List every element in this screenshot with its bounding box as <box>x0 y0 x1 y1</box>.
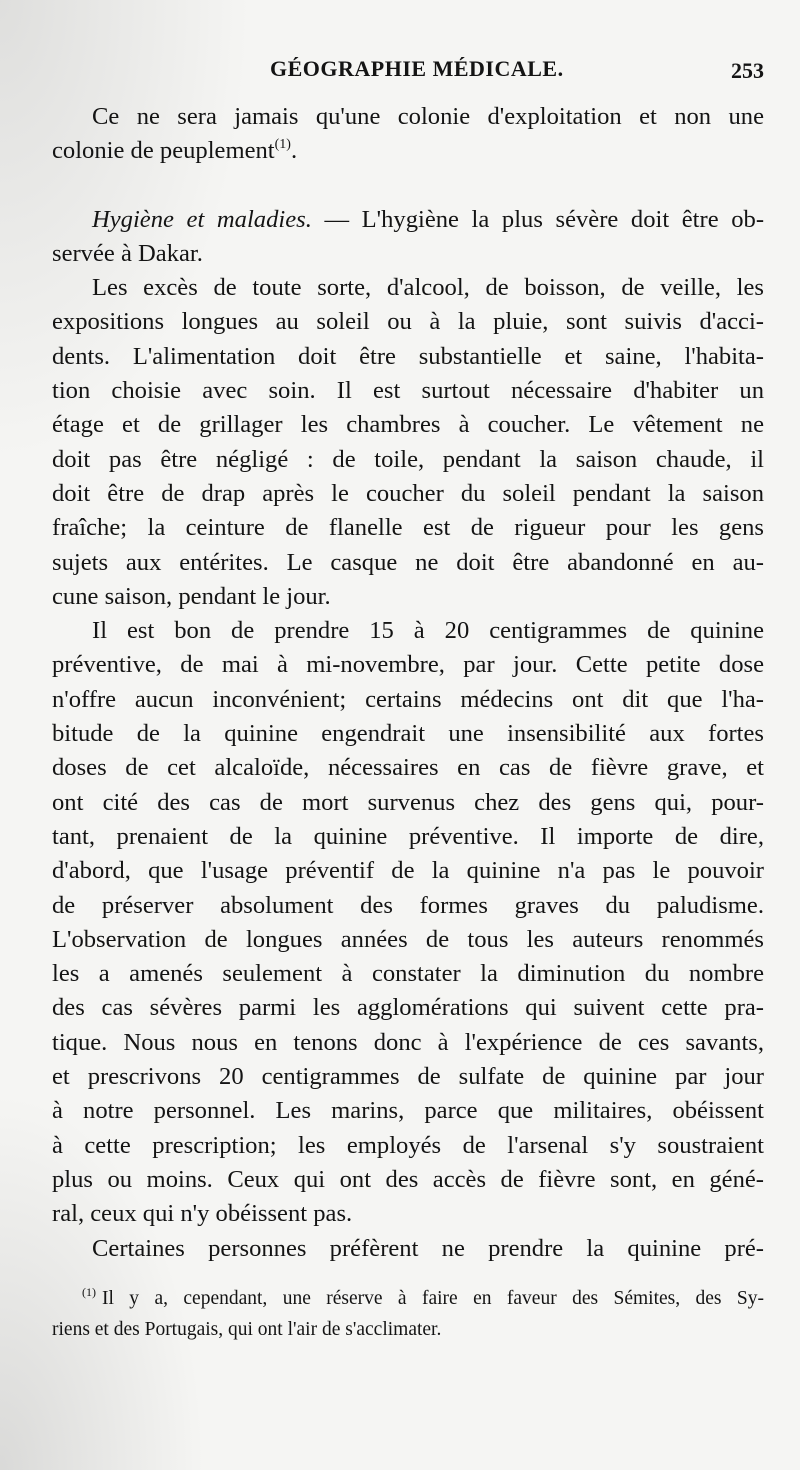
paragraph-preference <box>52 1232 764 1266</box>
text-line: étage et de grillager les chambres à coucher. Le vêtement ne <box>52 411 764 439</box>
footnote-reference[interactable]: (1) <box>274 137 291 153</box>
text-line: tant, prenaient de la quinine préventive. Il importe de dire, <box>52 822 764 850</box>
footnote-line: riens et des Portugais, qui ont l'air de s'acclimater. <box>52 1319 442 1340</box>
text-line: ral, ceux qui n'y obéissent pas. <box>52 1200 353 1228</box>
paragraph-quinine <box>52 614 764 1231</box>
text-line: plus ou moins. Ceux qui ont des accès de fièvre sont, en géné- <box>52 1165 764 1193</box>
text-line: cune saison, pendant le jour. <box>52 582 331 610</box>
footnotes <box>52 1283 764 1345</box>
text-fragment: colonie de peuplement <box>52 137 275 165</box>
text-fragment: . <box>290 137 298 165</box>
text-line: ont cité des cas de mort survenus chez des gens qui, pour- <box>52 788 764 816</box>
text-line: préventive, de mai à mi-novembre, par jour. Cette petite dose <box>52 651 764 679</box>
page-header <box>52 56 764 96</box>
footnote-mark: (1) <box>82 1285 96 1299</box>
text-line: Il est bon de prendre 15 à 20 centigrammes de quinine <box>92 617 764 645</box>
text-line: à cette prescription; les employés de l'arsenal s'y soustraient <box>52 1131 764 1159</box>
text-line: Certaines personnes préfèrent ne prendre la quinine pré- <box>92 1234 764 1262</box>
text-line: de préserver absolument des formes graves du paludisme. <box>52 891 764 919</box>
text-line: expositions longues au soleil ou à la pluie, sont suivis d'acci- <box>52 308 764 336</box>
text-line: fraîche; la ceinture de flanelle est de rigueur pour les gens <box>52 514 764 542</box>
paragraph-excesses <box>52 271 764 614</box>
text-line: dents. L'alimentation doit être substantielle et saine, l'habita- <box>52 342 764 370</box>
section-heading: Hygiène et maladies. <box>92 205 312 233</box>
text-line: doit pas être négligé : de toile, pendant la saison chaude, il <box>52 445 764 473</box>
paragraph-hygiene <box>52 203 764 272</box>
paragraph-colony <box>52 100 764 169</box>
text-line: tique. Nous nous en tenons donc à l'expérience de ces savants, <box>52 1028 764 1056</box>
text-line: doit être de drap après le coucher du soleil pendant la saison <box>52 479 764 507</box>
text-line: Les excès de toute sorte, d'alcool, de boisson, de veille, les <box>92 274 764 302</box>
text-line: sujets aux entérites. Le casque ne doit être abandonné en au- <box>52 548 764 576</box>
page-number: 253 <box>731 58 764 83</box>
body-text <box>52 100 764 1266</box>
text-line: L'observation de longues années de tous les auteurs renommés <box>52 925 764 953</box>
text-line: et prescrivons 20 centigrammes de sulfate de quinine par jour <box>52 1063 764 1091</box>
text-line: des cas sévères parmi les agglomérations qui suivent cette pra- <box>52 994 764 1022</box>
paragraph-gap <box>52 169 764 203</box>
text-line: doses de cet alcaloïde, nécessaires en cas de fièvre grave, et <box>52 754 764 782</box>
footnote-text: Il y a, cependant, une réserve à faire en faveur des Sémites, des Sy- <box>102 1288 764 1309</box>
running-title: GÉOGRAPHIE MÉDICALE. <box>270 56 564 81</box>
text-line: d'abord, que l'usage préventif de la quinine n'a pas le pouvoir <box>52 857 764 885</box>
text-line: les a amenés seulement à constater la diminution du nombre <box>52 960 764 988</box>
text-line <box>52 134 764 168</box>
text-line: bitude de la quinine engendrait une insensibilité aux fortes <box>52 720 764 748</box>
footnote-line <box>52 1283 764 1314</box>
text-line: n'offre aucun inconvénient; certains médecins ont dit que l'ha- <box>52 685 764 713</box>
text-line: à notre personnel. Les marins, parce que militaires, obéissent <box>52 1097 764 1125</box>
text-line <box>52 203 764 237</box>
text-line: tion choisie avec soin. Il est surtout nécessaire d'habiter un <box>52 377 764 405</box>
text-line: Ce ne sera jamais qu'une colonie d'exploitation et non une <box>92 103 764 130</box>
text-fragment: — L'hygiène la plus sévère doit être ob- <box>324 205 765 233</box>
text-line: servée à Dakar. <box>52 239 203 267</box>
